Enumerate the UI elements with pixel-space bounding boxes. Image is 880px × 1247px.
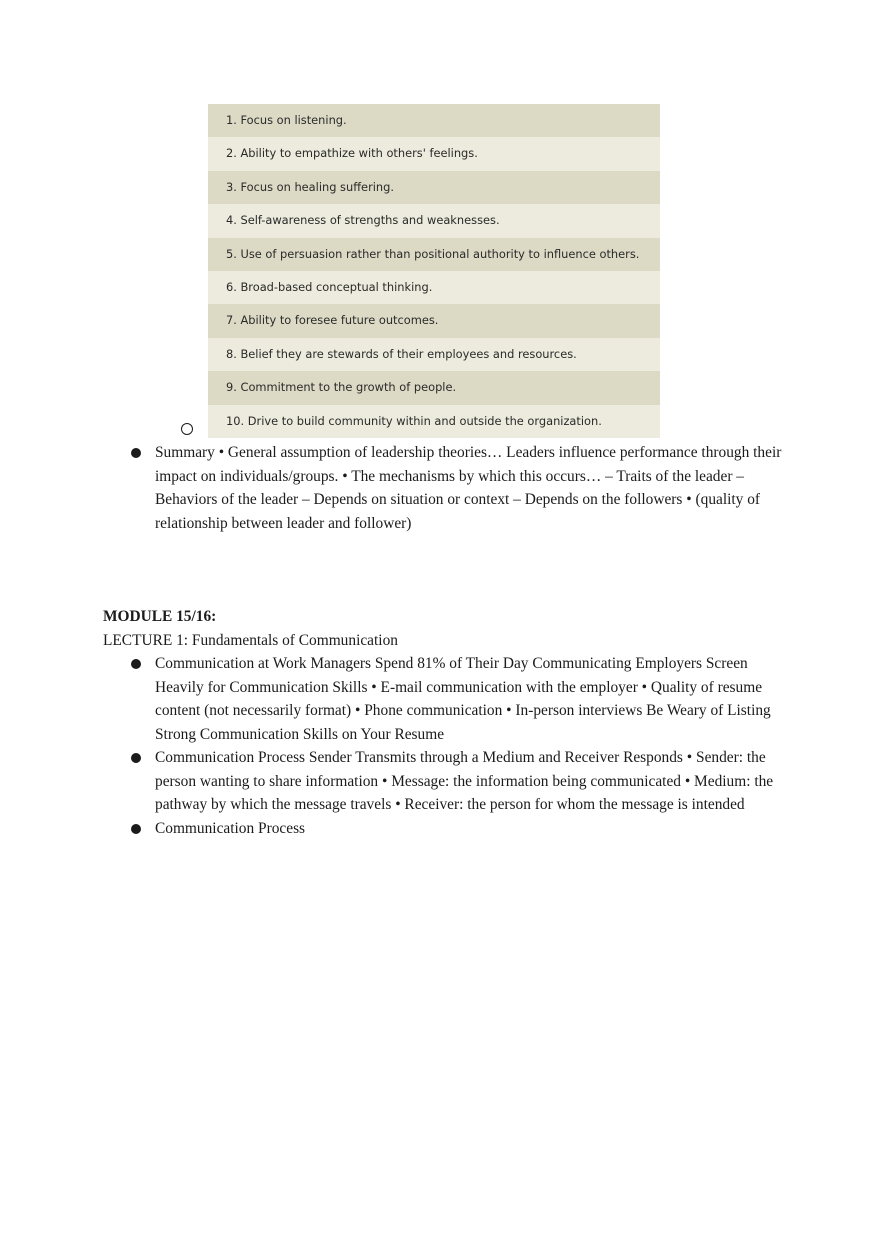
module-heading: MODULE 15/16: bbox=[103, 608, 217, 625]
trait-row: 6. Broad-based conceptual thinking. bbox=[208, 271, 660, 304]
trait-row: 3. Focus on healing suffering. bbox=[208, 171, 660, 204]
summary-section bbox=[103, 441, 783, 535]
trait-row: 7. Ability to foresee future outcomes. bbox=[208, 304, 660, 337]
trait-row: 4. Self-awareness of strengths and weaknesses. bbox=[208, 204, 660, 237]
servant-leadership-traits-table bbox=[208, 104, 660, 438]
module-section bbox=[103, 605, 783, 840]
trait-row: 1. Focus on listening. bbox=[208, 104, 660, 137]
trait-row: 5. Use of persuasion rather than positional authority to influence others. bbox=[208, 238, 660, 271]
trait-row: 2. Ability to empathize with others' feelings. bbox=[208, 137, 660, 170]
lecture-title: LECTURE 1: Fundamentals of Communication bbox=[103, 631, 398, 649]
trait-row: 8. Belief they are stewards of their employees and resources. bbox=[208, 338, 660, 371]
summary-bullet: Summary • General assumption of leadership theories… Leaders influence performance through their impact on individuals/groups. • The mechanisms by which this occurs… – Traits of the leader – Behaviors of the leader – Depends on situation or context – Depends on the followers • (quality of relationship between leader and follower) bbox=[103, 441, 783, 535]
list-item: Communication Process bbox=[103, 817, 783, 841]
trait-row: 10. Drive to build community within and outside the organization. bbox=[208, 405, 660, 438]
sub-bullet-icon bbox=[181, 423, 193, 435]
list-item: Communication at Work Managers Spend 81% of Their Day Communicating Employers Screen Heavily for Communication Skills • E-mail communication with the employer • Quality of resume content (not necessarily format) • Phone communication • In-person interviews Be Weary of Listing Strong Communication Skills on Your Resume bbox=[103, 652, 783, 746]
list-item: Communication Process Sender Transmits through a Medium and Receiver Responds • Sender: the person wanting to share information • Message: the information being communicated • Medium: the pathway by which the message travels • Receiver: the person for whom the message is intended bbox=[103, 746, 783, 817]
trait-row: 9. Commitment to the growth of people. bbox=[208, 371, 660, 404]
